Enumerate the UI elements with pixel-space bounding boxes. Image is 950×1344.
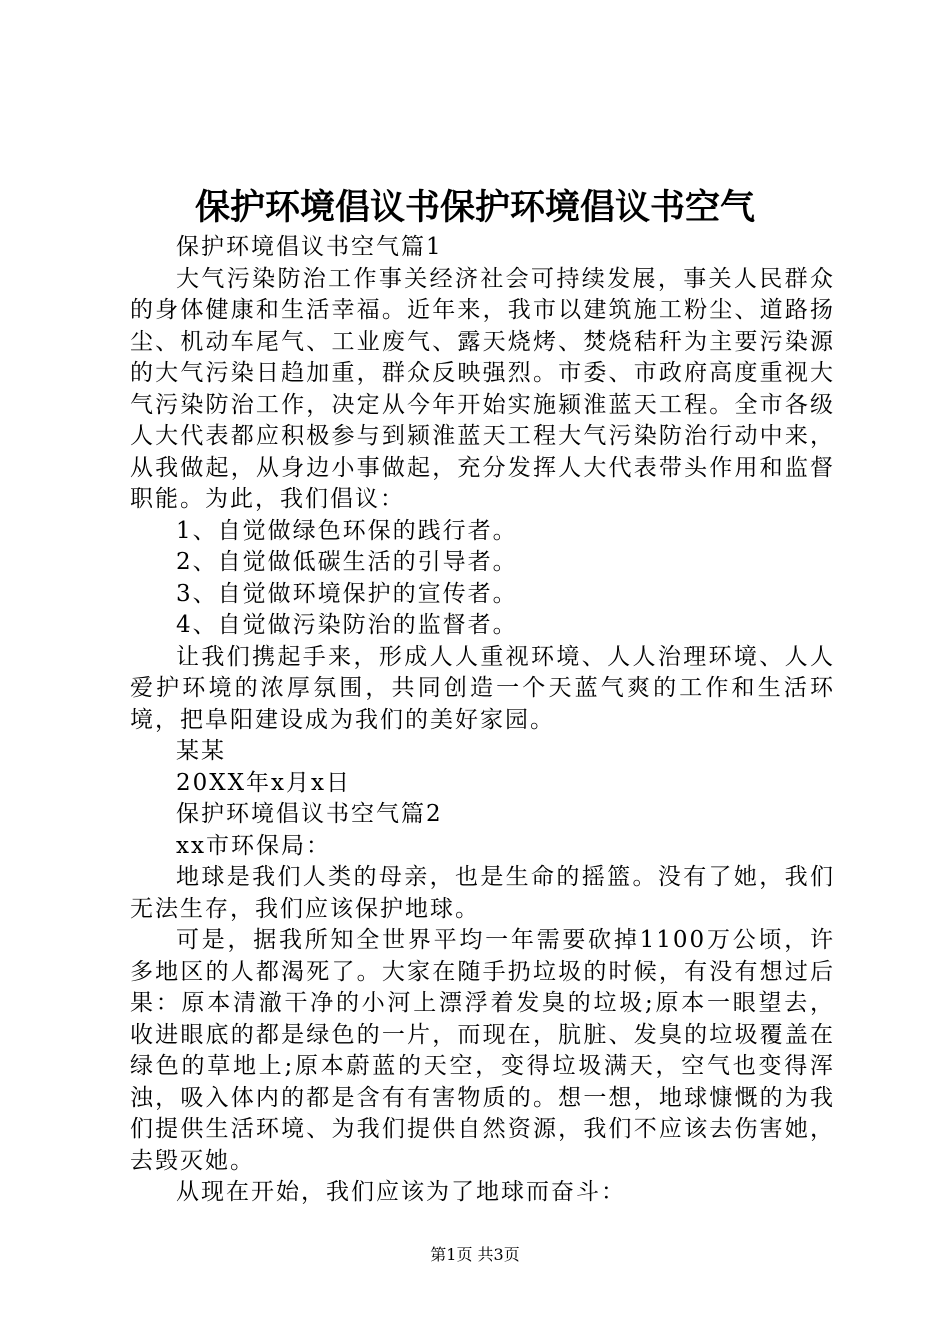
list-item: 4、自觉做污染防治的监督者。 <box>176 612 518 638</box>
document-title: 保护环境倡议书保护环境倡议书空气 <box>194 187 755 228</box>
signature: 某某 <box>176 738 226 764</box>
section-heading-2: 保护环境倡议书空气篇2 <box>176 801 443 827</box>
body-paragraph: 可是，据我所知全世界平均一年需要砍掉1100万公顷，许多地区的人都渴死了。大家在随手扔垃圾的时候，有没有想过后果：原本清澈干净的小河上漂浮着发臭的垃圾;原本一眼望去，收进眼底的都是绿色的一片，而现在，肮脏、发臭的垃圾覆盖在绿色的草地上;原本蔚蓝的天空，变得垃圾满天，空气也变得浑浊，吸入体内的都是含有有害物质的。想一想，地球慷慨的为我们提供生活环境、为我们提供自然资源，我们不应该去伤害她，去毁灭她。 <box>130 927 835 1174</box>
section-heading-1: 保护环境倡议书空气篇1 <box>176 234 443 260</box>
list-item: 3、自觉做环境保护的宣传者。 <box>176 580 518 607</box>
salutation: xx市环保局： <box>176 832 331 859</box>
list-item: 2、自觉做低碳生活的引导者。 <box>176 549 518 575</box>
body-paragraph: 让我们携起手来，形成人人重视环境、人人治理环境、人人爱护环境的浓厚氛围，共同创造一个天蓝气爽的工作和生活环境，把阜阳建设成为我们的美好家园。 <box>130 643 835 733</box>
date-line: 20XX年x月x日 <box>176 769 351 796</box>
list-item: 1、自觉做绿色环保的践行者。 <box>176 517 518 544</box>
body-paragraph: 大气污染防治工作事关经济社会可持续发展，事关人民群众的身体健康和生活幸福。近年来，我市以建筑施工粉尘、道路扬尘、机动车尾气、工业废气、露天烧烤、焚烧秸秆为主要污染源的大气污染日趋加重，群众反映强烈。市委、市政府高度重视大气污染防治工作，决定从今年开始实施颍淮蓝天工程。全市各级人大代表都应积极参与到颍淮蓝天工程大气污染防治行动中来，从我做起，从身边小事做起，充分发挥人大代表带头作用和监督职能。为此，我们倡议： <box>130 265 835 512</box>
body-paragraph: 地球是我们人类的母亲，也是生命的摇篮。没有了她，我们无法生存，我们应该保护地球。 <box>130 864 835 922</box>
page-number-footer: 第1页 共3页 <box>430 1245 520 1264</box>
document-body <box>130 232 835 1209</box>
body-paragraph: 从现在开始，我们应该为了地球而奋斗： <box>176 1179 626 1205</box>
